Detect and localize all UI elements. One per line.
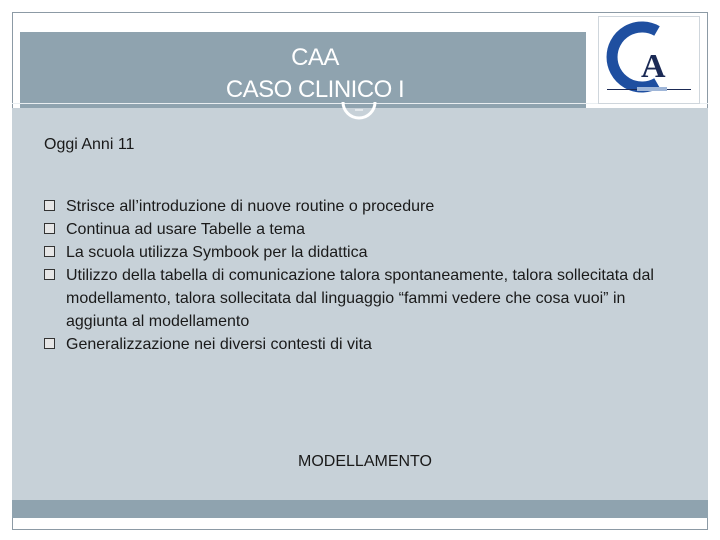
bullet-item bbox=[44, 218, 674, 241]
title-line-2: CASO CLINICO I bbox=[225, 76, 405, 103]
bullet-item bbox=[44, 195, 674, 218]
caa-logo-icon bbox=[599, 17, 699, 103]
slide-title bbox=[150, 42, 480, 106]
bullet-item bbox=[44, 264, 674, 333]
title-line-1: CAA bbox=[291, 44, 339, 71]
footer-bar bbox=[12, 500, 708, 518]
checkbox-bullet-icon bbox=[44, 200, 55, 211]
bullet-text: Utilizzo della tabella di comunicazione talora spontaneamente, talora sollecitata dal modellamento, talora sollecitata dal linguaggio “fammi vedere che cosa vuoi” in aggiunta al modellamento bbox=[66, 267, 654, 330]
title-ornament-icon bbox=[339, 100, 379, 124]
checkbox-bullet-icon bbox=[44, 223, 55, 234]
bullet-list bbox=[44, 195, 674, 356]
logo-letter-a: A bbox=[641, 48, 666, 85]
footer-label: MODELLAMENTO bbox=[298, 453, 432, 470]
bullet-text: Generalizzazione nei diversi contesti di vita bbox=[66, 336, 372, 353]
bullet-text: La scuola utilizza Symbook per la didattica bbox=[66, 244, 368, 261]
logo bbox=[598, 16, 700, 104]
checkbox-bullet-icon bbox=[44, 269, 55, 280]
bullet-text: Continua ad usare Tabelle a tema bbox=[66, 221, 305, 238]
bullet-item bbox=[44, 333, 674, 356]
bullet-text: Strisce all’introduzione di nuove routine o procedure bbox=[66, 198, 435, 215]
bullet-item bbox=[44, 241, 674, 264]
checkbox-bullet-icon bbox=[44, 338, 55, 349]
checkbox-bullet-icon bbox=[44, 246, 55, 257]
subtitle: Oggi Anni 11 bbox=[44, 136, 135, 153]
